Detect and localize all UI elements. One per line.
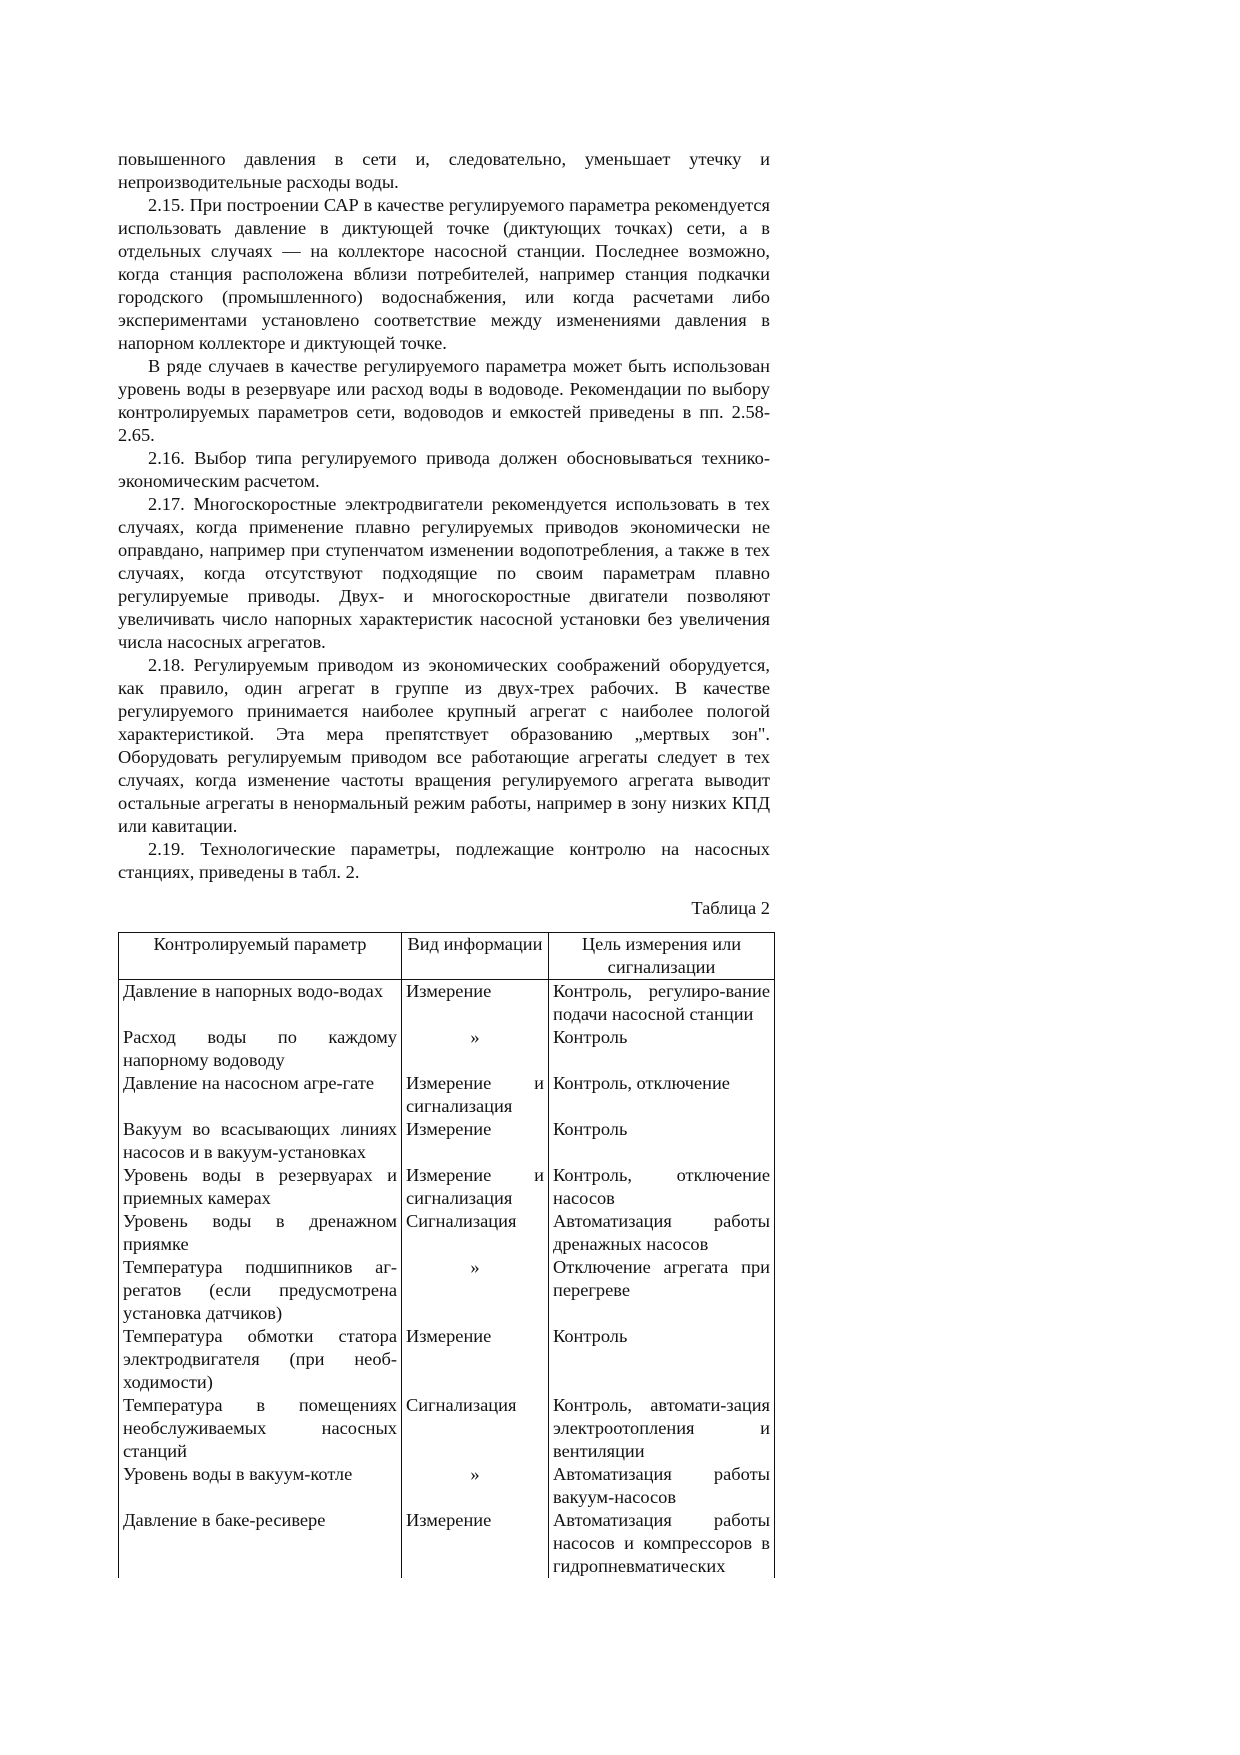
table-row bbox=[119, 1394, 775, 1463]
table-row bbox=[119, 1463, 775, 1509]
paragraph-2-15: 2.15. При построении САР в качестве регулируемого параметра рекомендуется использовать давление в диктующей точке (диктующих точках) сети, а в отдельных случаях — на коллекторе насосной станции. Последнее возможно, когда станция расположена вблизи потребителей, например станция подкачки городского (промышленного) водоснабжения, или когда расчетами либо экспериментами установлено соответствие между изменениями давления в напорном коллекторе и диктующей точке. bbox=[118, 195, 770, 353]
table-row bbox=[119, 1072, 775, 1118]
cell-info: » bbox=[402, 1026, 549, 1072]
cell-info: » bbox=[402, 1463, 549, 1509]
table-row bbox=[119, 1210, 775, 1256]
header-parameter: Контролируемый параметр bbox=[119, 933, 402, 980]
cell-goal: Контроль, отключение насосов bbox=[549, 1164, 775, 1210]
header-goal: Цель измерения или сигнализации bbox=[549, 933, 775, 980]
paragraph-2-15-cont: В ряде случаев в качестве регулируемого параметра может быть использован уровень воды в резервуаре или расход воды в водоводе. Рекомендации по выбору контролируемых параметров сети, водоводов и емкостей приведены в пп. 2.58-2.65. bbox=[118, 356, 770, 445]
cell-parameter: Уровень воды в резервуарах и приемных камерах bbox=[119, 1164, 402, 1210]
cell-parameter: Давление в баке-ресивере bbox=[119, 1509, 402, 1578]
table-row bbox=[119, 1026, 775, 1072]
cell-parameter: Температура подшипников аг-регатов (если предусмотрена установка датчиков) bbox=[119, 1256, 402, 1325]
cell-parameter: Давление в напорных водо-водах bbox=[119, 980, 402, 1027]
cell-parameter: Уровень воды в вакуум-котле bbox=[119, 1463, 402, 1509]
cell-info: Сигнализация bbox=[402, 1394, 549, 1463]
cell-parameter: Давление на насосном агре-гате bbox=[119, 1072, 402, 1118]
cell-goal: Контроль bbox=[549, 1325, 775, 1394]
cell-goal: Контроль, отключение bbox=[549, 1072, 775, 1118]
cell-info: » bbox=[402, 1256, 549, 1325]
paragraph-2-16: 2.16. Выбор типа регулируемого привода должен обосновываться технико-экономическим расчетом. bbox=[118, 448, 770, 491]
cell-goal: Контроль bbox=[549, 1118, 775, 1164]
cell-parameter: Расход воды по каждому напорному водоводу bbox=[119, 1026, 402, 1072]
cell-info: Измерение bbox=[402, 1325, 549, 1394]
cell-parameter: Температура обмотки статора электродвигателя (при необ-ходимости) bbox=[119, 1325, 402, 1394]
cell-parameter: Температура в помещениях необслуживаемых насосных станций bbox=[119, 1394, 402, 1463]
paragraph-2-17: 2.17. Многоскоростные электродвигатели рекомендуется использовать в тех случаях, когда применение плавно регулируемых приводов экономически не оправдано, например при ступенчатом изменении водопотребления, а также в тех случаях, когда отсутствуют подходящие по своим параметрам плавно регулируемые приводы. Двух- и многоскоростные двигатели позволяют увеличивать число напорных характеристик насосной установки без увеличения числа насосных агрегатов. bbox=[118, 494, 770, 652]
cell-info: Измерение и сигнализация bbox=[402, 1164, 549, 1210]
cell-info: Сигнализация bbox=[402, 1210, 549, 1256]
table-header-row bbox=[119, 933, 775, 980]
parameters-table bbox=[118, 932, 775, 1578]
cell-info: Измерение и сигнализация bbox=[402, 1072, 549, 1118]
table-row bbox=[119, 1256, 775, 1325]
table-caption: Таблица 2 bbox=[691, 898, 770, 918]
table-row bbox=[119, 1325, 775, 1394]
cell-goal: Отключение агрегата при перегреве bbox=[549, 1256, 775, 1325]
cell-goal: Контроль, регулиро-вание подачи насосной станции bbox=[549, 980, 775, 1027]
cell-parameter: Уровень воды в дренажном приямке bbox=[119, 1210, 402, 1256]
cell-goal: Автоматизация работы насосов и компрессоров в гидропневматических bbox=[549, 1509, 775, 1578]
cell-goal: Контроль bbox=[549, 1026, 775, 1072]
paragraph-intro: повышенного давления в сети и, следовательно, уменьшает утечку и непроизводительные расходы воды. bbox=[118, 149, 770, 192]
document-page bbox=[118, 148, 770, 1578]
cell-info: Измерение bbox=[402, 1118, 549, 1164]
table-row bbox=[119, 980, 775, 1027]
cell-info: Измерение bbox=[402, 1509, 549, 1578]
cell-goal: Автоматизация работы вакуум-насосов bbox=[549, 1463, 775, 1509]
table-row bbox=[119, 1509, 775, 1578]
cell-parameter: Вакуум во всасывающих линиях насосов и в вакуум-установках bbox=[119, 1118, 402, 1164]
cell-info: Измерение bbox=[402, 980, 549, 1027]
cell-goal: Контроль, автомати-зация электроотопления и вентиляции bbox=[549, 1394, 775, 1463]
paragraph-2-18: 2.18. Регулируемым приводом из экономических соображений оборудуется, как правило, один агрегат в группе из двух-трех рабочих. В качестве регулируемого принимается наиболее крупный агрегат с наиболее пологой характеристикой. Эта мера препятствует образованию „мертвых зон". Оборудовать регулируемым приводом все работающие агрегаты следует в тех случаях, когда изменение частоты вращения регулируемого агрегата выводит остальные агрегаты в ненормальный режим работы, например в зону низких КПД или кавитации. bbox=[118, 655, 770, 836]
header-info-type: Вид информации bbox=[402, 933, 549, 980]
table-row bbox=[119, 1118, 775, 1164]
table-row bbox=[119, 1164, 775, 1210]
paragraph-2-19: 2.19. Технологические параметры, подлежащие контролю на насосных станциях, приведены в табл. 2. bbox=[118, 839, 770, 882]
cell-goal: Автоматизация работы дренажных насосов bbox=[549, 1210, 775, 1256]
